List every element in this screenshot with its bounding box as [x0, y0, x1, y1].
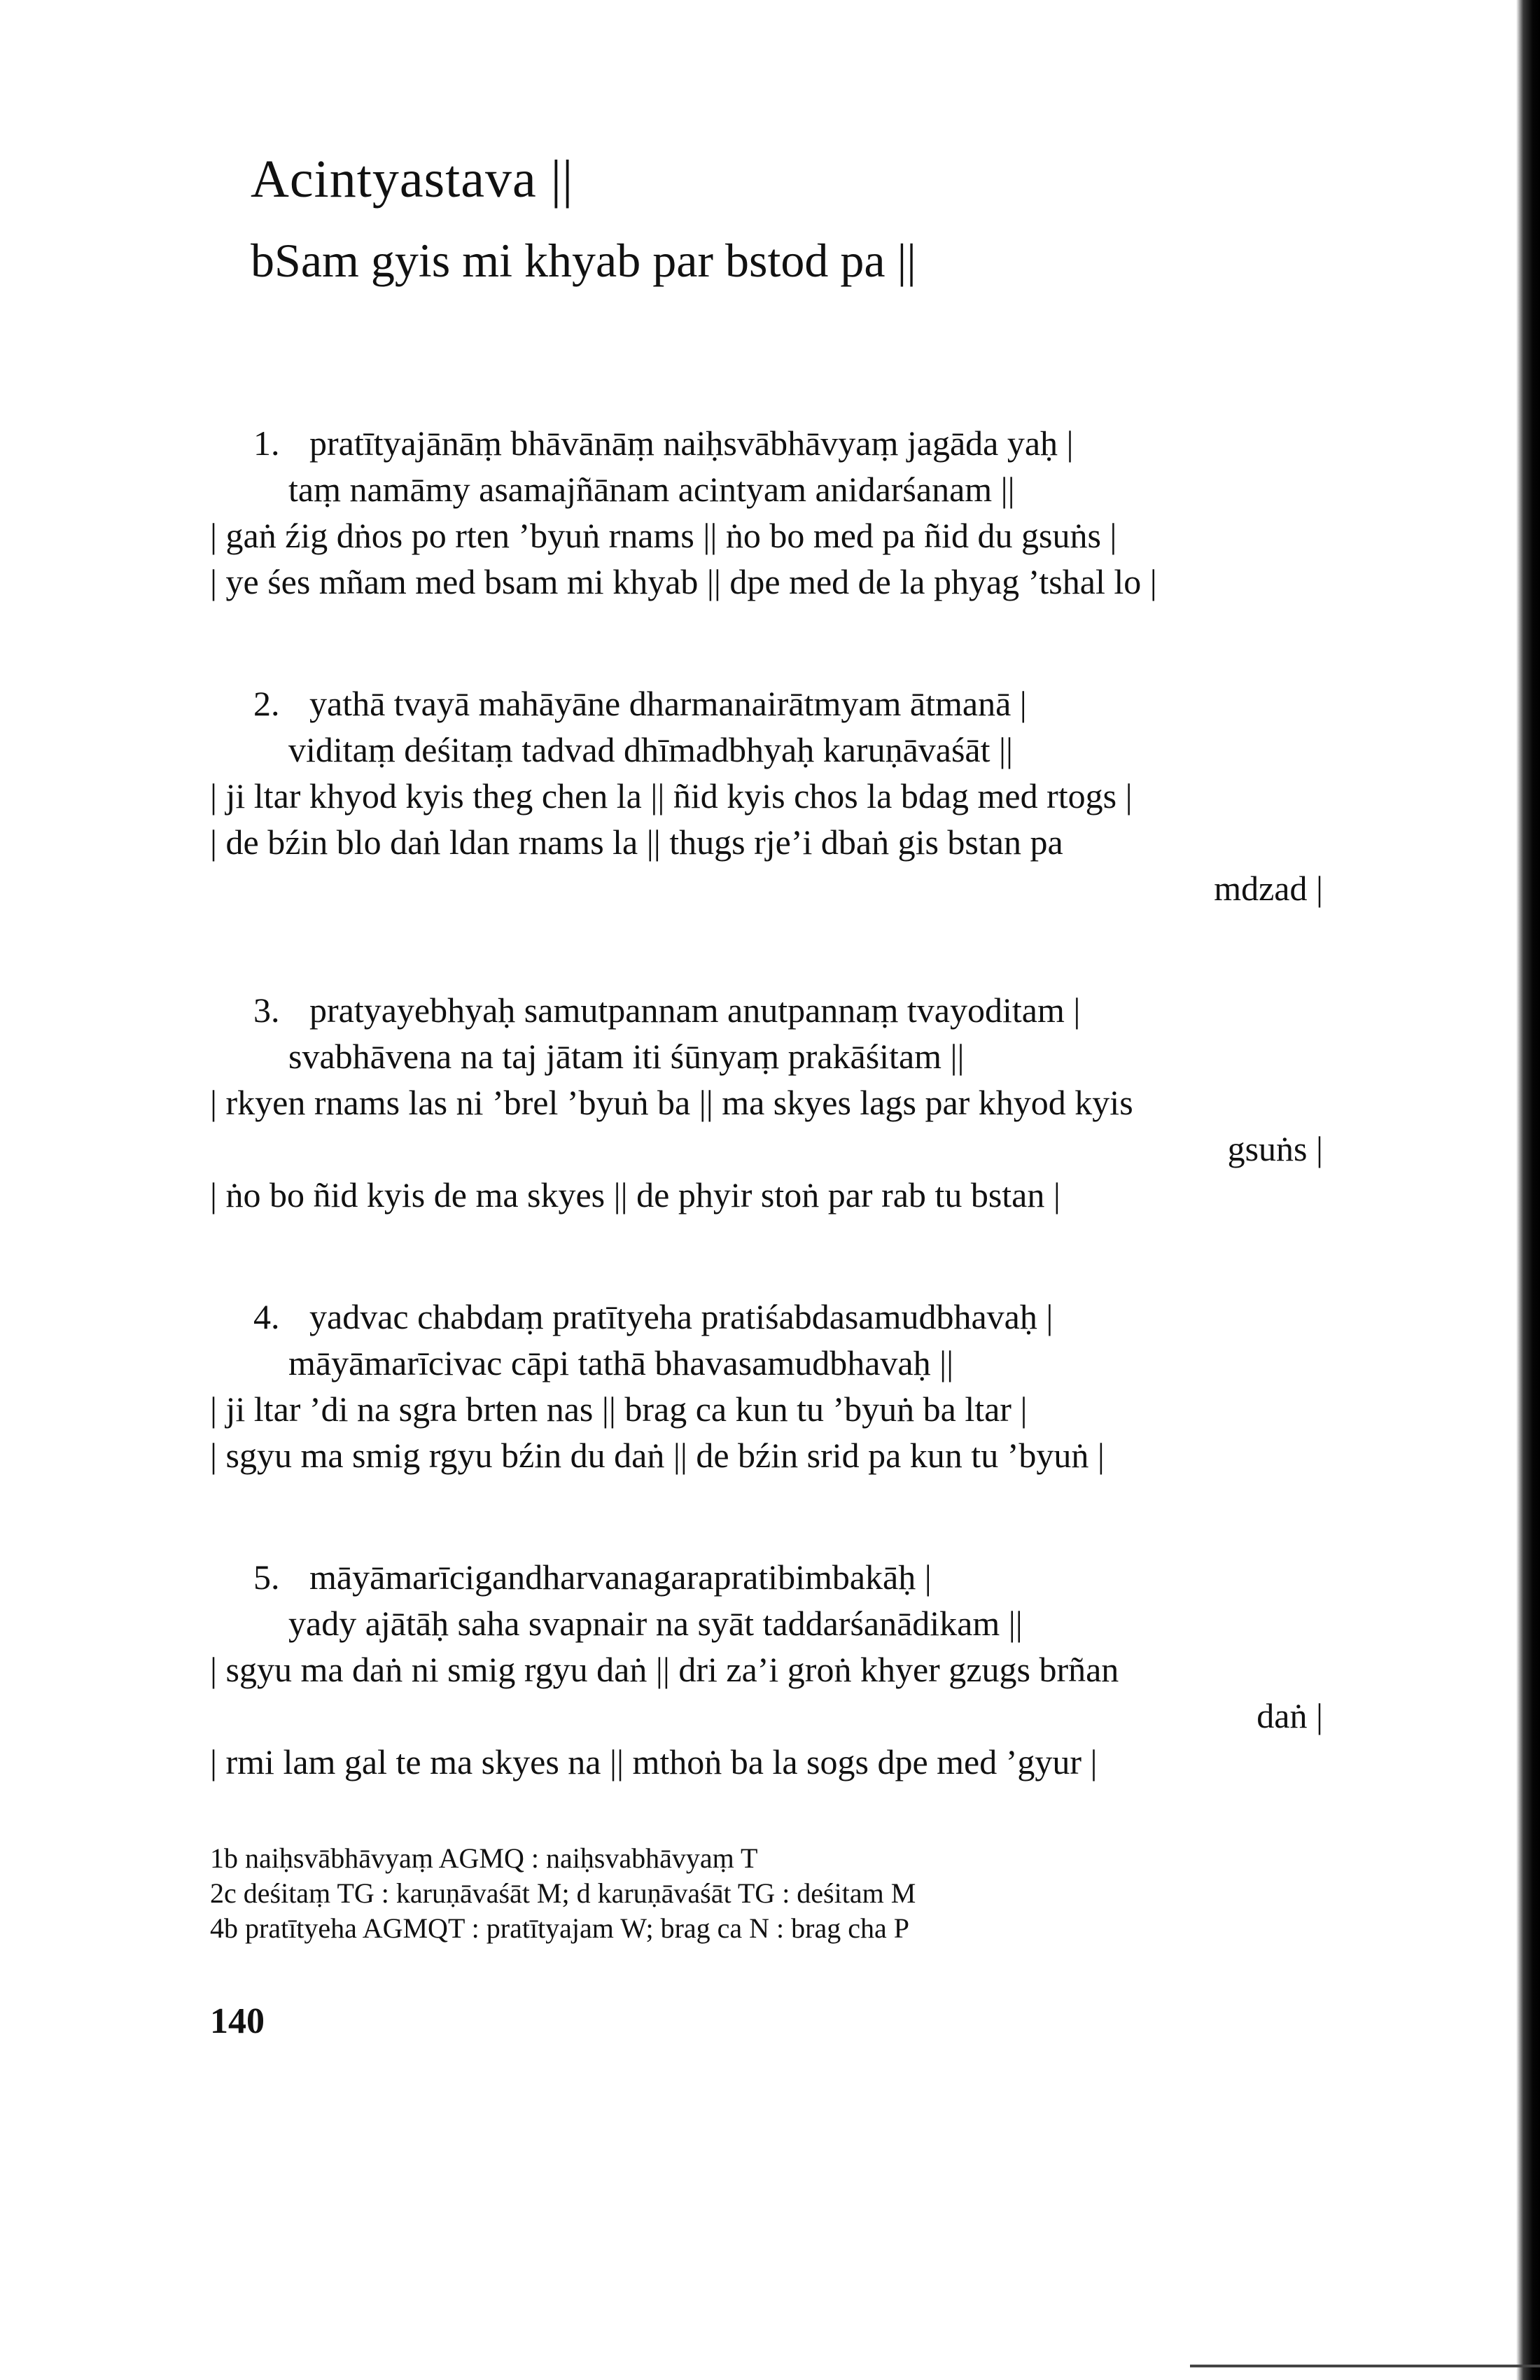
footnote: 1b naiḥsvābhāvyaṃ AGMQ : naiḥsvabhāvyaṃ T	[210, 1842, 758, 1874]
sanskrit-line-a	[210, 680, 1358, 727]
tibetan-line: | sgyu ma smig rgyu bźin du daṅ || de bźin srid pa kun tu ’byuṅ |	[210, 1436, 1105, 1475]
tibetan-line: | rmi lam gal te ma skyes na || mthoṅ ba la sogs dpe med ’gyur |	[210, 1742, 1098, 1782]
verse-3	[210, 987, 1358, 1218]
tibetan-line-continuation: daṅ |	[1256, 1696, 1323, 1735]
footnote: 2c deśitaṃ TG : karuṇāvaśāt M; d karuṇāvaśāt TG : deśitam M	[210, 1877, 916, 1909]
tibetan-line-continuation: gsuṅs |	[1227, 1129, 1323, 1168]
tibetan-line: | rkyen rnams las ni ’brel ’byuṅ ba || ma skyes lags par khyod kyis	[210, 1083, 1133, 1122]
footnotes	[210, 1841, 1400, 1946]
sanskrit-text: yadvac chabdaṃ pratītyeha pratiśabdasamudbhavaḥ |	[309, 1297, 1054, 1336]
sanskrit-line-a	[210, 1294, 1358, 1340]
bottom-scan-mark	[1190, 2365, 1540, 2367]
sanskrit-line-a	[210, 987, 1358, 1033]
verse-number: 1.	[253, 424, 280, 463]
tibetan-line: | ṅo bo ñid kyis de ma skyes || de phyir stoṅ par rab tu bstan |	[210, 1175, 1060, 1214]
page-subtitle: bSam gyis mi khyab par bstod pa ||	[251, 234, 916, 287]
tibetan-line: | gaṅ źig dṅos po rten ’byuṅ rnams || ṅo bo med pa ñid du gsuṅs |	[210, 516, 1117, 555]
page-number: 140	[210, 2001, 265, 2041]
sanskrit-line-b: taṃ namāmy asamajñānam acintyam anidarśanam ||	[288, 470, 1015, 509]
verse-number: 3.	[253, 990, 280, 1030]
verse-number: 2.	[253, 684, 280, 723]
verse-list	[210, 420, 1358, 1861]
sanskrit-line-b: yady ajātāḥ saha svapnair na syāt taddarśanādikam ||	[288, 1604, 1023, 1643]
sanskrit-line-b: māyāmarīcivac cāpi tathā bhavasamudbhavaḥ ||	[288, 1343, 954, 1382]
sanskrit-line-a	[210, 1554, 1358, 1600]
tibetan-line: | sgyu ma daṅ ni smig rgyu daṅ || dri za’i groṅ khyer gzugs brñan	[210, 1650, 1119, 1689]
sanskrit-text: yathā tvayā mahāyāne dharmanairātmyam ātmanā |	[309, 684, 1027, 723]
tibetan-line: | de bźin blo daṅ ldan rnams la || thugs rje’i dbaṅ gis bstan pa	[210, 822, 1063, 862]
tibetan-line-continuation: mdzad |	[1214, 869, 1323, 908]
sanskrit-line-b: svabhāvena na taj jātam iti śūnyaṃ prakāśitam ||	[288, 1037, 965, 1076]
verse-2	[210, 680, 1358, 911]
tibetan-line: | ye śes mñam med bsam mi khyab || dpe med de la phyag ’tshal lo |	[210, 562, 1157, 601]
tibetan-line: | ji ltar ’di na sgra brten nas || brag ca kun tu ’byuṅ ba ltar |	[210, 1390, 1028, 1429]
footnote: 4b pratītyeha AGMQT : pratītyajam W; brag ca N : brag cha P	[210, 1912, 909, 1944]
tibetan-line: | ji ltar khyod kyis theg chen la || ñid kyis chos la bdag med rtogs |	[210, 776, 1133, 816]
sanskrit-text: pratītyajānāṃ bhāvānāṃ naiḥsvābhāvyaṃ jagāda yaḥ |	[309, 424, 1074, 463]
verse-number: 4.	[253, 1297, 280, 1336]
verse-number: 5.	[253, 1558, 280, 1597]
page-title: Acintyastava ||	[251, 150, 574, 209]
page-edge-shadow	[1516, 0, 1540, 2380]
sanskrit-text: pratyayebhyaḥ samutpannam anutpannaṃ tvayoditam |	[309, 990, 1081, 1030]
verse-1	[210, 420, 1358, 605]
verse-4	[210, 1294, 1358, 1478]
verse-5	[210, 1554, 1358, 1785]
sanskrit-line-a	[210, 420, 1358, 466]
sanskrit-line-b: viditaṃ deśitaṃ tadvad dhīmadbhyaḥ karuṇāvaśāt ||	[288, 730, 1014, 769]
sanskrit-text: māyāmarīcigandharvanagarapratibimbakāḥ |	[309, 1558, 932, 1597]
